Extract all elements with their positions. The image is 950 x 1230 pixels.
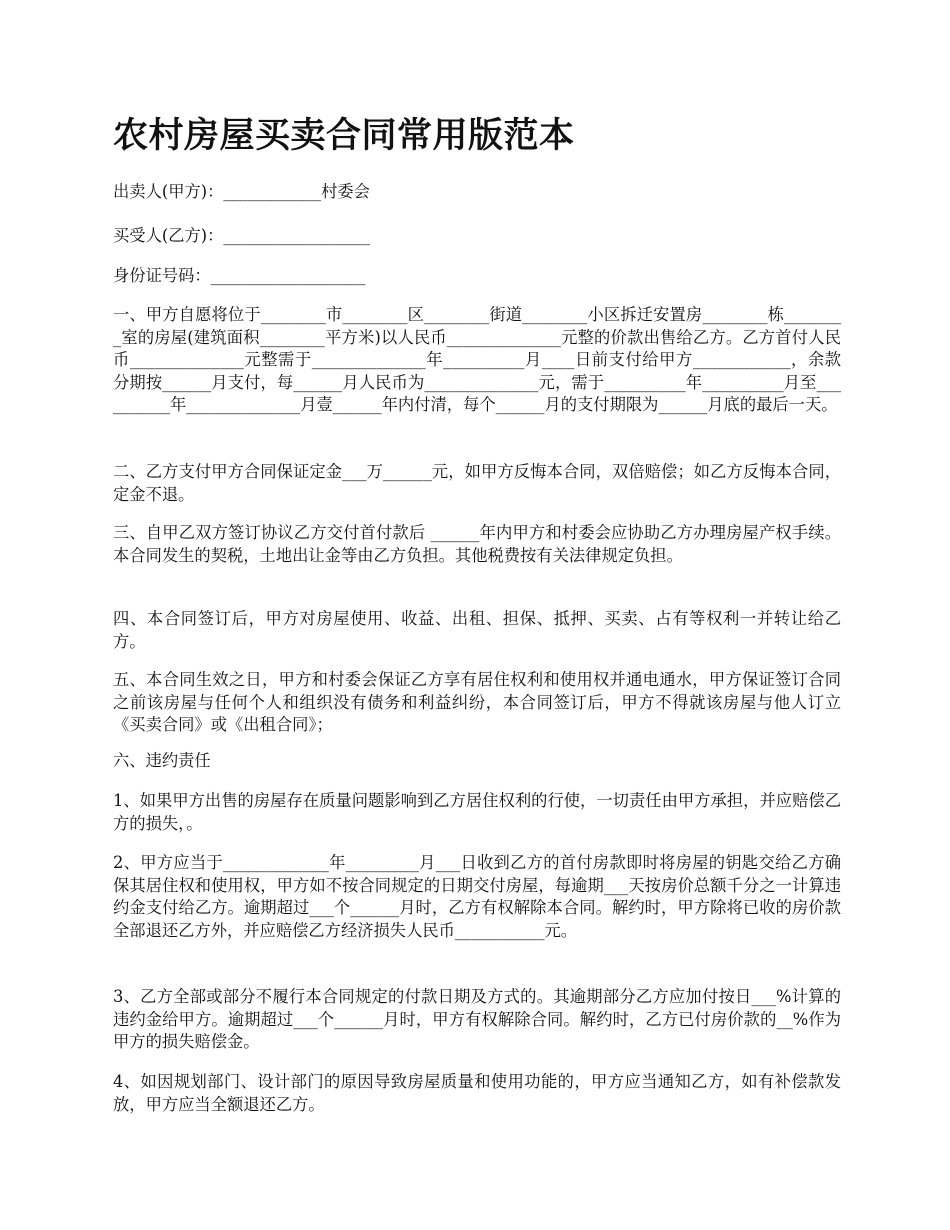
- liability-item-1: 1、如果甲方出售的房屋存在质量问题影响到乙方居住权利的行使，一切责任由甲方承担，并应赔偿乙方的损失，。: [113, 791, 841, 833]
- buyer-line: 买受人(乙方)：__________________: [113, 226, 370, 245]
- clause-5-guarantee: 五、本合同生效之日，甲方和村委会保证乙方享有居住权利和使用权并通电通水，甲方保证签订合同之前该房屋与任何个人和组织没有债务和利益纠纷，本合同签订后，甲方不得就该房屋与他人订立《买卖合同》或《出租合同》；: [113, 670, 841, 735]
- clause-3-title-transfer: 三、自甲乙双方签订协议乙方交付首付款后 ______年内甲方和村委会应协助乙方办理房屋产权手续。本合同发生的契税，土地出让金等由乙方负担。其他税费按有关法律规定负担。: [113, 523, 841, 565]
- document-title: 农村房屋买卖合同常用版范本: [113, 116, 575, 156]
- id-number-line: 身份证号码：___________________: [113, 266, 366, 285]
- seller-line: 出卖人(甲方)：____________村委会: [113, 182, 370, 201]
- clause-4-rights-transfer: 四、本合同签订后，甲方对房屋使用、收益、出租、担保、抵押、买卖、占有等权利一并转让给乙方。: [113, 609, 841, 651]
- clause-2-deposit: 二、乙方支付甲方合同保证定金___万______元，如甲方反悔本合同，双倍赔偿；如乙方反悔本合同，定金不退。: [113, 462, 841, 504]
- liability-item-3: 3、乙方全部或部分不履行本合同规定的付款日期及方式的。其逾期部分乙方应加付按日___%计算的违约金给甲方。逾期超过___个______月时，甲方有权解除合同。解约时，乙方已付房价款的__%作为甲方的损失赔偿金。: [113, 987, 841, 1052]
- liability-item-2: 2、甲方应当于_____________年_________月___日收到乙方的首付房款即时将房屋的钥匙交给乙方确保其居住权和使用权，甲方如不按合同规定的日期交付房屋，每逾期___天按房价总额千分之一计算违约金支付给乙方。逾期超过___个______月时，乙方有权解除本合同。解约时，甲方除将已收的房价款全部退还乙方外，并应赔偿乙方经济损失人民币___________元。: [113, 853, 841, 940]
- liability-item-4: 4、如因规划部门、设计部门的原因导致房屋质量和使用功能的，甲方应当通知乙方，如有补偿款发放，甲方应当全额退还乙方。: [113, 1072, 841, 1114]
- clause-6-heading: 六、违约责任: [113, 751, 211, 770]
- clause-1-sale-price: 一、甲方自愿将位于________市________区________街道________小区拆迁安置房________栋________室的房屋(建筑面积________平方米)以人民币______________元整的价款出售给乙方。乙方首付人民币______________元整需于______________年__________月____日前支付给甲方____________，余款分期按______月支付，每______月人民币为______________元，需于__________年__________月至__________年______________月壹______年内付清，每个______月的支付期限为______月底的最后一天。: [113, 305, 841, 415]
